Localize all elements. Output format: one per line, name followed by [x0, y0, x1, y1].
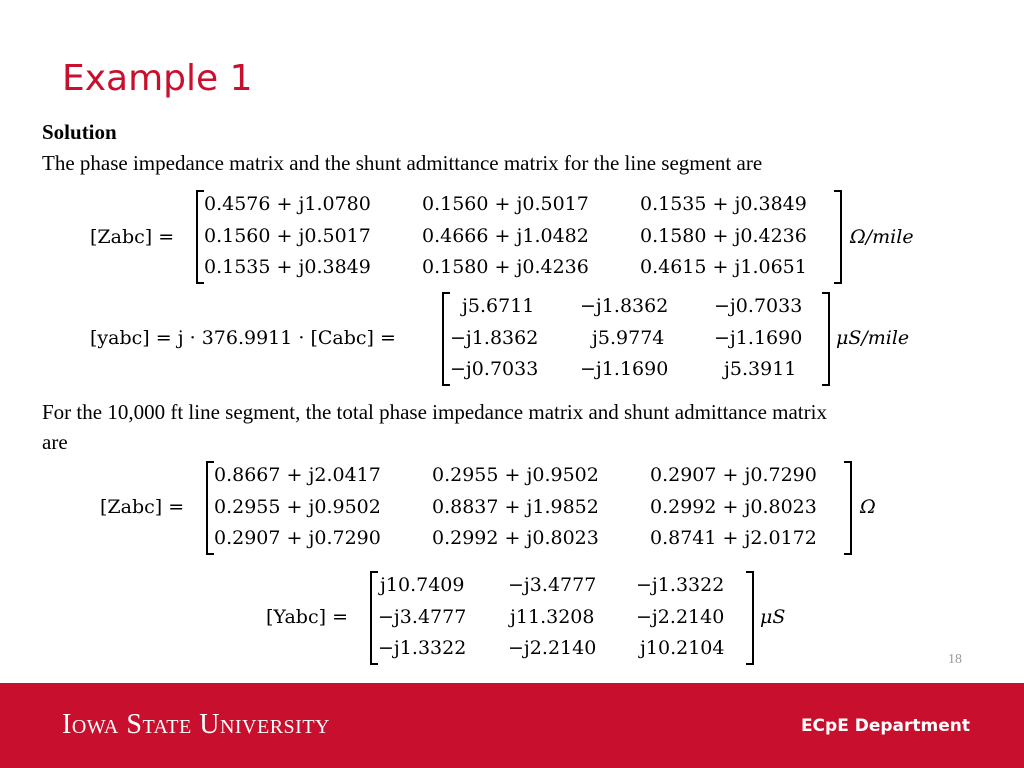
eq1-bracket-right: [834, 190, 842, 284]
para2-line2: are: [42, 430, 68, 454]
eq1-cell: 0.4666 + j1.0482: [422, 225, 589, 247]
eq1-cell: 0.1580 + j0.4236: [640, 225, 807, 247]
eq4-cell: −j2.2140: [636, 606, 725, 628]
eq1-cell: 0.1535 + j0.3849: [640, 193, 807, 215]
eq3-cell: 0.2955 + j0.9502: [214, 496, 381, 518]
slide-title: Example 1: [62, 58, 253, 99]
eq2-unit: μS/mile: [836, 327, 910, 349]
eq2-cell: −j1.1690: [714, 327, 803, 349]
eq2-cell: j5.6711: [462, 295, 535, 317]
eq3-cell: 0.8837 + j1.9852: [432, 496, 599, 518]
eq2-bracket-right: [822, 292, 830, 386]
eq1-cell: 0.4615 + j1.0651: [640, 256, 807, 278]
eq3-bracket-left: [206, 461, 214, 555]
eq1-unit: Ω/mile: [850, 226, 914, 248]
university-logo-text: Iowa State University: [62, 709, 330, 740]
eq2-cell: −j0.7033: [714, 295, 803, 317]
footer-bar: [0, 683, 1024, 768]
eq3-bracket-right: [844, 461, 852, 555]
page-number: 18: [948, 652, 962, 667]
eq4-cell: −j1.3322: [636, 574, 725, 596]
eq4-bracket-left: [370, 571, 378, 665]
solution-label: Solution: [42, 120, 117, 144]
eq3-cell: 0.2907 + j0.7290: [650, 464, 817, 486]
eq2-cell: −j1.1690: [580, 358, 669, 380]
eq3-matrix: [206, 461, 852, 555]
eq1-cell: 0.1535 + j0.3849: [204, 256, 371, 278]
eq2-cell: −j1.8362: [580, 295, 669, 317]
eq3-cell: 0.2907 + j0.7290: [214, 527, 381, 549]
eq3-lhs: [Zabc] =: [100, 496, 185, 518]
eq4-cell: j10.7409: [380, 574, 465, 596]
eq2-cell: −j0.7033: [450, 358, 539, 380]
eq3-cell: 0.2992 + j0.8023: [650, 496, 817, 518]
eq3-unit: Ω: [860, 496, 876, 518]
eq1-lhs: [Zabc] =: [90, 226, 175, 248]
eq2-bracket-left: [442, 292, 450, 386]
eq4-cell: j11.3208: [510, 606, 595, 628]
eq4-unit: μS: [760, 606, 786, 628]
department-label: ECpE Department: [800, 716, 970, 736]
eq2-matrix: [442, 292, 830, 386]
eq1-cell: 0.1580 + j0.4236: [422, 256, 589, 278]
eq1-matrix: [196, 190, 842, 284]
eq3-cell: 0.8667 + j2.0417: [214, 464, 381, 486]
eq2-lhs: [yabc] = j · 376.9911 · [Cabc] =: [90, 327, 396, 349]
eq3-cell: 0.2992 + j0.8023: [432, 527, 599, 549]
eq4-bracket-right: [746, 571, 754, 665]
eq1-cell: 0.4576 + j1.0780: [204, 193, 371, 215]
intro-text: The phase impedance matrix and the shunt admittance matrix for the line segment are: [42, 151, 763, 175]
eq4-cell: j10.2104: [640, 637, 725, 659]
para2-line1: For the 10,000 ft line segment, the total phase impedance matrix and shunt admittance matrix: [42, 400, 827, 424]
eq4-cell: −j3.4777: [508, 574, 597, 596]
eq3-cell: 0.2955 + j0.9502: [432, 464, 599, 486]
eq4-lhs: [Yabc] =: [266, 606, 348, 628]
eq2-cell: j5.9774: [592, 327, 665, 349]
eq4-matrix: [370, 571, 754, 665]
eq2-cell: −j1.8362: [450, 327, 539, 349]
eq4-cell: −j1.3322: [378, 637, 467, 659]
eq4-cell: −j3.4777: [378, 606, 467, 628]
eq1-bracket-left: [196, 190, 204, 284]
eq1-cell: 0.1560 + j0.5017: [422, 193, 589, 215]
eq3-cell: 0.8741 + j2.0172: [650, 527, 817, 549]
eq1-cell: 0.1560 + j0.5017: [204, 225, 371, 247]
eq2-cell: j5.3911: [724, 358, 797, 380]
eq4-cell: −j2.2140: [508, 637, 597, 659]
